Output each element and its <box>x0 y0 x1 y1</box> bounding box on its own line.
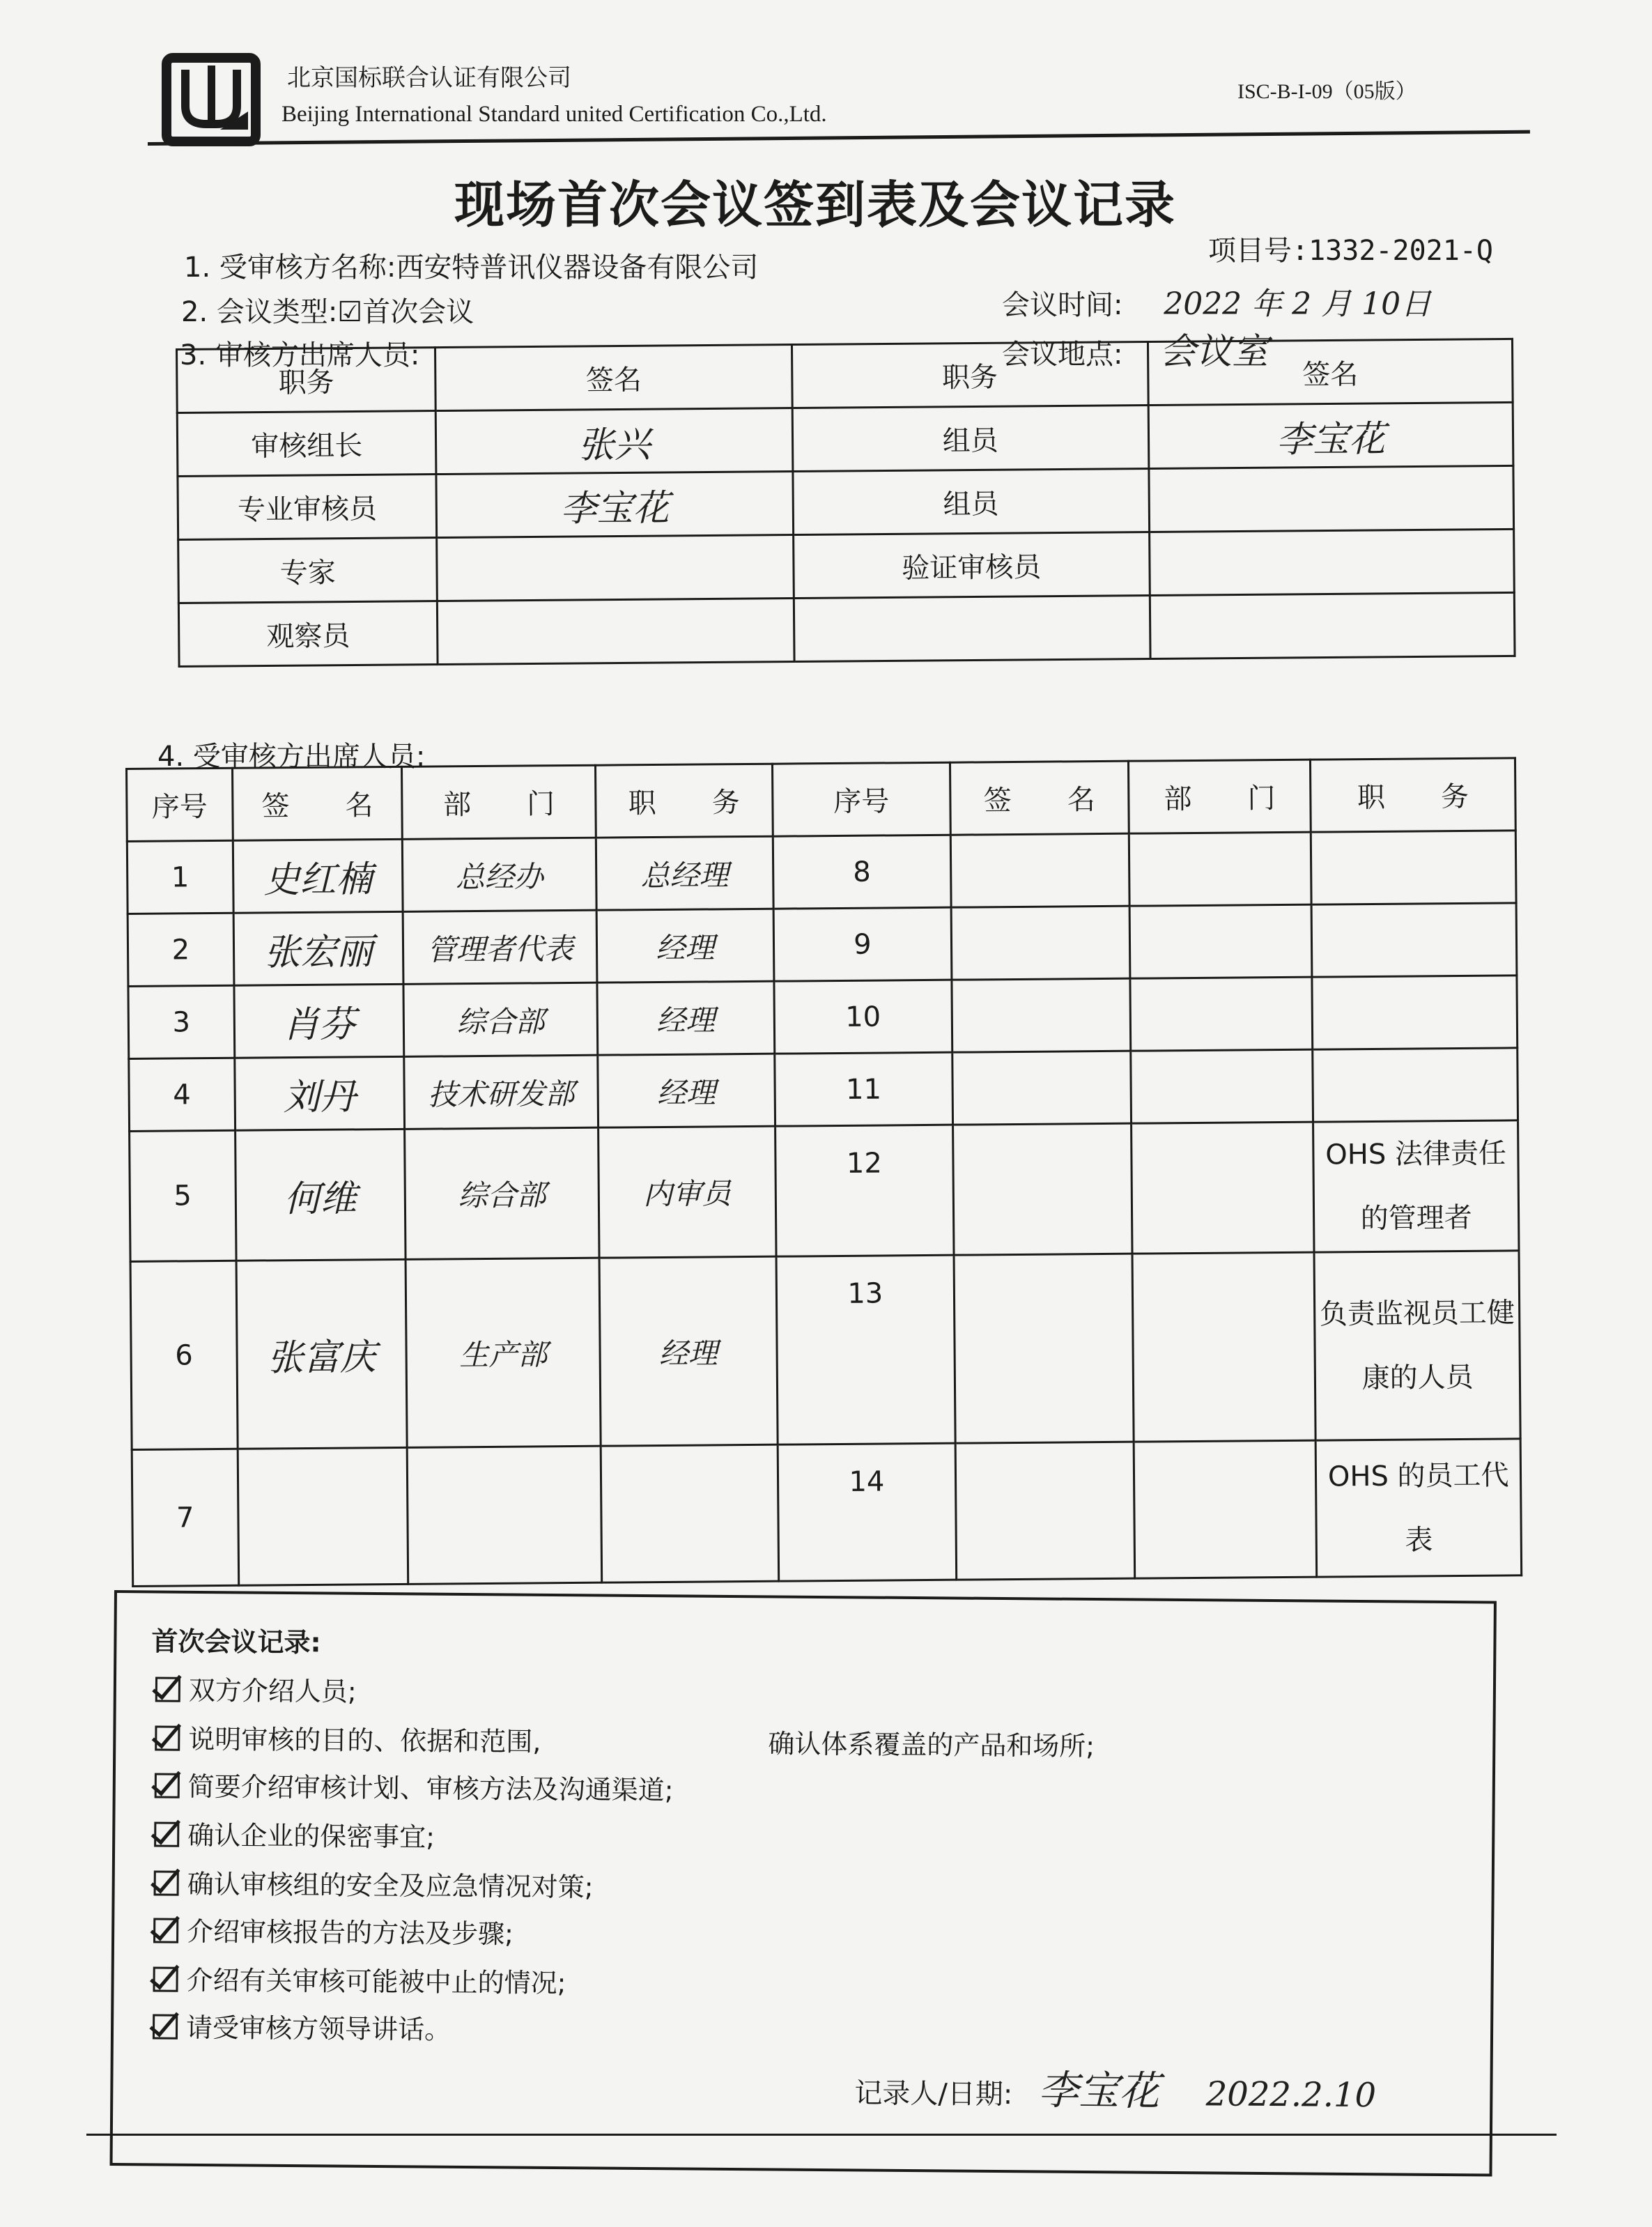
role-cell: 审核组长 <box>177 411 436 477</box>
record-item-text: 确认企业的保密事宜; <box>187 1819 435 1853</box>
signature-cell: 李宝花 <box>1148 402 1513 468</box>
signature-cell: 肖芬 <box>234 984 404 1058</box>
role-cell <box>794 596 1150 662</box>
auditee-attendance-table <box>125 757 1522 1587</box>
recorder-signature: 李宝花 <box>1037 2066 1160 2115</box>
header-cell: 部 门 <box>402 765 596 839</box>
signature-cell <box>952 1051 1131 1125</box>
checked-checkbox-icon[interactable] <box>155 1725 180 1750</box>
signature-cell <box>238 1447 408 1585</box>
header-cell: 职务 <box>177 348 436 413</box>
seq-cell: 10 <box>774 980 952 1054</box>
department-cell: 综合部 <box>405 1127 599 1259</box>
header-cell: 签 名 <box>950 761 1129 835</box>
header-cell: 序号 <box>772 762 950 836</box>
signature-cell <box>955 1442 1134 1580</box>
meeting-place-value: 会议室 <box>1159 331 1269 373</box>
table-row <box>130 1251 1520 1450</box>
signature-cell <box>437 535 794 601</box>
signature-cell: 史红楠 <box>233 839 403 913</box>
checked-checkbox-icon[interactable] <box>155 1773 180 1798</box>
record-item-text: 确认审核组的安全及应急情况对策; <box>187 1868 594 1903</box>
record-item <box>154 1813 435 1854</box>
signature-cell: 刘丹 <box>234 1056 404 1130</box>
position-cell <box>1311 831 1516 904</box>
recorder-line <box>854 2056 1376 2118</box>
position-cell <box>601 1444 778 1582</box>
table-row <box>177 402 1513 476</box>
signature-cell: 张富庆 <box>236 1259 408 1449</box>
department-cell: 管理者代表 <box>403 910 597 984</box>
seq-cell: 1 <box>127 840 233 914</box>
record-item-text: 双方介绍人员; <box>188 1674 357 1707</box>
position-cell: 经理 <box>598 1054 775 1127</box>
record-item <box>153 1958 566 2000</box>
position-cell: 内审员 <box>599 1126 776 1258</box>
meeting-type-value: ☑首次会议 <box>337 296 474 328</box>
signature-cell <box>951 906 1129 980</box>
company-name-cn: 北京国标联合认证有限公司 <box>287 64 571 92</box>
meeting-time-label: 会议时间: <box>1002 289 1123 321</box>
role-cell: 专家 <box>178 538 438 603</box>
company-logo <box>162 53 261 146</box>
checked-checkbox-icon[interactable] <box>153 1918 178 1943</box>
signature-cell <box>1149 529 1514 595</box>
company-name-en: Beijing International Standard united Certification Co.,Ltd. <box>281 102 827 127</box>
record-item <box>155 1764 674 1807</box>
project-number: 项目号:1332-2021-Q <box>1208 235 1493 267</box>
auditee-section-heading: 4. 受审核方出席人员: <box>157 741 426 773</box>
department-cell <box>1131 1122 1314 1254</box>
position-cell: 经理 <box>599 1256 778 1446</box>
position-cell <box>1313 1048 1518 1122</box>
signature-cell <box>1149 465 1514 532</box>
checked-checkbox-icon[interactable] <box>155 1677 180 1702</box>
position-cell: 经理 <box>597 981 774 1055</box>
seq-cell: 13 <box>776 1255 956 1444</box>
checked-checkbox-icon[interactable] <box>153 1966 178 1991</box>
meeting-records-box <box>110 1590 1497 2177</box>
header-cell: 职 务 <box>1311 758 1515 832</box>
position-cell: 经理 <box>596 909 773 982</box>
meeting-time-line <box>1002 279 1431 323</box>
header-cell: 序号 <box>127 768 233 841</box>
table-row <box>178 529 1515 603</box>
signature-cell: 张兴 <box>436 408 793 475</box>
role-cell: 专业审核员 <box>178 475 437 540</box>
signature-cell <box>954 1254 1134 1443</box>
table-row <box>132 1439 1521 1587</box>
record-item-text: 介绍审核报告的方法及步骤; <box>186 1916 514 1950</box>
seq-cell: 14 <box>778 1443 957 1581</box>
meeting-type-label: 2. 会议类型: <box>181 296 338 328</box>
signature-cell <box>438 599 794 665</box>
duty-note-cell: OHS 的员工代表 <box>1316 1439 1522 1577</box>
signature-cell <box>1150 592 1515 658</box>
header-cell: 签 名 <box>232 766 402 840</box>
table-row <box>178 592 1515 666</box>
table-row <box>128 903 1517 987</box>
auditor-attendance-table <box>176 338 1516 668</box>
table-header-row <box>177 339 1513 413</box>
table-header-row <box>127 758 1516 842</box>
signature-cell <box>952 978 1130 1052</box>
seq-cell: 7 <box>132 1449 238 1586</box>
seq-cell: 6 <box>130 1261 238 1449</box>
auditee-name-value: 西安特普讯仪器设备有限公司 <box>396 252 759 284</box>
header-cell: 部 门 <box>1128 760 1311 833</box>
auditee-name-line <box>184 245 758 285</box>
record-item <box>153 1909 514 1950</box>
seq-cell: 5 <box>130 1130 236 1261</box>
checked-checkbox-icon[interactable] <box>153 2014 178 2039</box>
signature-cell <box>950 833 1129 907</box>
record-item-text: 简要介绍审核计划、审核方法及沟通渠道; <box>187 1771 674 1806</box>
seq-cell: 12 <box>775 1125 954 1256</box>
signature-cell: 李宝花 <box>436 472 793 538</box>
department-cell: 总经办 <box>403 838 596 911</box>
header-rule <box>148 130 1530 146</box>
record-item <box>154 1862 594 1904</box>
department-cell <box>1134 1440 1317 1578</box>
recorder-date: 2022.2.10 <box>1205 2074 1377 2116</box>
record-item <box>153 2005 451 2046</box>
record-item <box>155 1668 357 1708</box>
seq-cell: 8 <box>773 835 951 909</box>
bottom-rule <box>86 2134 1557 2136</box>
seq-cell: 2 <box>128 913 234 986</box>
record-item <box>155 1717 1095 1762</box>
role-cell: 组员 <box>793 469 1150 535</box>
signature-cell: 张宏丽 <box>233 911 403 985</box>
auditee-name-label: 1. 受审核方名称: <box>184 252 396 284</box>
form-code: ISC-B-I-09（05版） <box>1237 80 1416 103</box>
department-cell <box>1130 1049 1313 1123</box>
position-cell: 总经理 <box>596 836 773 910</box>
meeting-place-label: 会议地点: <box>1002 339 1123 371</box>
seq-cell: 4 <box>129 1058 236 1131</box>
department-cell <box>408 1446 602 1584</box>
checked-checkbox-icon[interactable] <box>154 1821 179 1847</box>
record-item-text: 介绍有关审核可能被中止的情况; <box>186 1964 566 1999</box>
role-cell: 验证审核员 <box>793 532 1150 599</box>
position-cell <box>1311 903 1516 977</box>
table-row <box>130 1120 1519 1262</box>
page-title: 现场首次会议签到表及会议记录 <box>454 176 1177 234</box>
checked-checkbox-icon[interactable] <box>154 1870 179 1895</box>
table-row <box>128 976 1518 1059</box>
meeting-time-value: 2022 年 2 月 10日 <box>1164 286 1432 322</box>
header-cell: 签名 <box>1148 339 1513 405</box>
auditor-section-heading: 3. 审核方出席人员: <box>180 339 420 371</box>
header-cell: 职 务 <box>595 764 772 838</box>
department-cell <box>1130 977 1313 1051</box>
header-cell: 签名 <box>435 345 792 411</box>
logo-mark-icon <box>171 63 251 137</box>
department-cell <box>1129 904 1312 978</box>
department-cell: 综合部 <box>403 982 597 1056</box>
duty-note-cell: OHS 法律责任的管理者 <box>1313 1120 1519 1252</box>
seq-cell: 3 <box>128 985 235 1058</box>
recorder-label: 记录人/日期: <box>854 2077 1013 2111</box>
table-row <box>127 831 1516 914</box>
signature-cell: 何维 <box>235 1129 406 1261</box>
table-row <box>178 465 1514 539</box>
header-cell: 职务 <box>792 342 1148 408</box>
records-title: 首次会议记录: <box>151 1626 321 1658</box>
signature-cell <box>953 1123 1132 1255</box>
record-item-text: 说明审核的目的、依据和范围, <box>188 1723 541 1757</box>
seq-cell: 11 <box>774 1052 952 1126</box>
role-cell: 组员 <box>792 406 1149 472</box>
meeting-type-line <box>181 290 474 330</box>
table-row <box>129 1048 1518 1132</box>
position-cell <box>1312 976 1517 1049</box>
department-cell <box>1129 832 1311 906</box>
department-cell: 生产部 <box>406 1258 601 1447</box>
duty-note-cell: 负责监视员工健康的人员 <box>1314 1251 1520 1440</box>
role-cell: 观察员 <box>178 601 438 667</box>
department-cell <box>1132 1252 1316 1442</box>
seq-cell: 9 <box>773 907 952 981</box>
record-item-extra-text: 确认体系覆盖的产品和场所; <box>768 1728 1095 1762</box>
department-cell: 技术研发部 <box>404 1055 598 1129</box>
record-item-text: 请受审核方领导讲话。 <box>185 2012 451 2045</box>
